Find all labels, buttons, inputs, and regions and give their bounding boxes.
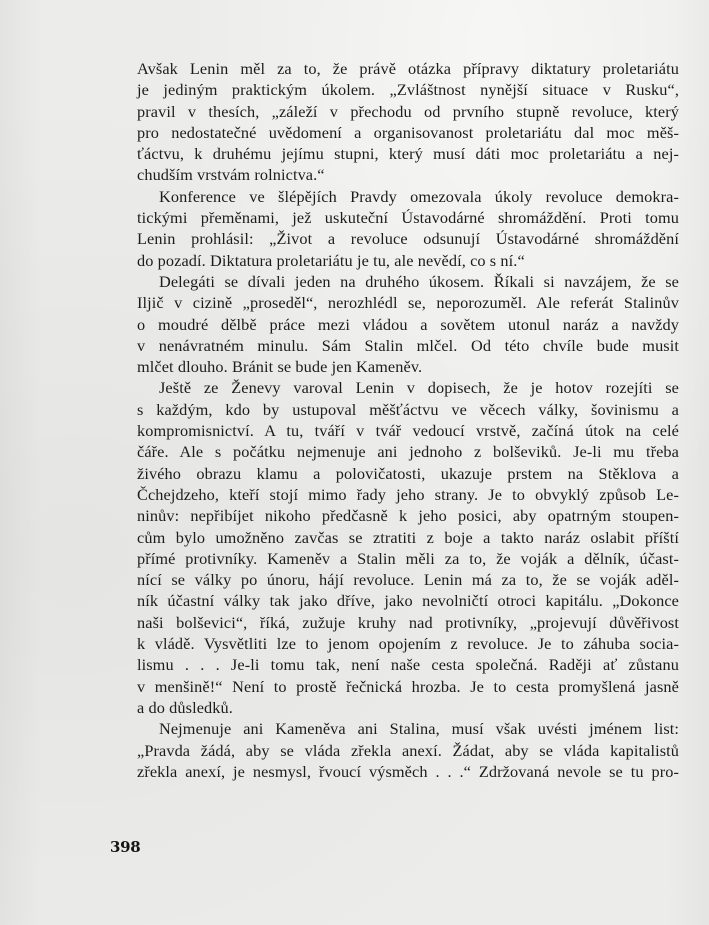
text-line: je jediným praktickým úkolem. „Zvláštnost nynější situace v Rusku“, <box>137 80 679 100</box>
text-line: s každým, kdo by ustupoval měšťáctvu ve věcech války, šovinismu a <box>137 399 679 419</box>
text-line: naši bolševici“, říká, zužuje kruhy nad protivníky, „projevují důvěřivost <box>137 612 679 632</box>
text-line: k vládě. Vysvětliti lze to jenom opojením z revoluce. Je to záhuba socia- <box>137 634 679 654</box>
text-line: kompromisnictví. A tu, tváří v tvář vedoucí vrstvě, začíná útok na celé <box>137 421 679 441</box>
text-line: ninův: nepřibíjet nikoho předčasně k jeho posici, aby opatrným stoupen- <box>137 506 679 526</box>
text-line: Avšak Lenin měl za to, že právě otázka přípravy diktatury proletariátu <box>137 59 679 78</box>
text-line: pravil v thesích, „záleží v přechodu od prvního stupně revoluce, který <box>137 101 679 121</box>
text-line: lismu . . . Je-li tomu tak, není naše cesta společná. Raději ať zůstanu <box>137 655 679 675</box>
text-line: Lenin prohlásil: „Život a revoluce odsunují Ústavodárné shromáždění <box>137 229 679 249</box>
text-line: přímé protivníky. Kameněv a Stalin měli za to, že voják a dělník, účast- <box>137 548 679 568</box>
text-line: nící se války po únoru, hájí revoluce. Lenin má za to, že se voják aděl- <box>137 570 679 590</box>
text-line: Delegáti se dívali jeden na druhého úkosem. Říkali si navzájem, že se <box>159 271 679 291</box>
text-line: do pozadí. Diktatura proletariátu je tu, ale nevědí, co s ní.“ <box>137 250 525 270</box>
text-line: zřekla anexí, je nesmysl, řvoucí výsměch . . .“ Zdržovaná nevole se tu pro- <box>137 761 679 781</box>
paragraph <box>137 718 679 782</box>
paragraph <box>137 377 679 718</box>
text-line: Čchejdzeho, kteří stojí mimo řady jeho strany. Je to obvyklý způsob Le- <box>137 484 679 504</box>
text-line: pro nedostatečné uvědomení a organisovanost proletariátu dal moc měš- <box>137 122 679 142</box>
text-line: Ještě ze Ženevy varoval Lenin v dopisech, že je hotov rozejíti se <box>159 378 679 398</box>
text-line: živého obrazu klamu a polovičatosti, ukazuje prstem na Stěklova a <box>137 463 679 483</box>
page-number: 398 <box>110 838 141 856</box>
body-text <box>137 58 679 782</box>
text-line: ťáctvu, k druhému jejímu stupni, který musí dáti moc proletariátu a nej- <box>137 144 679 164</box>
text-line: o moudré dělbě práce mezi vládou a sovětem utonul naráz a navždy <box>137 314 679 334</box>
paragraph <box>137 186 679 271</box>
text-line: mlčet dlouho. Bránit se bude jen Kameněv. <box>137 357 423 377</box>
text-line: Konference ve šlépějích Pravdy omezovala úkoly revoluce demokra- <box>159 186 679 206</box>
text-line: „Pravda žádá, aby se vláda zřekla anexí. Žádat, aby se vláda kapitalistů <box>137 740 679 760</box>
text-line: Nejmenuje ani Kameněva ani Stalina, musí však uvésti jménem list: <box>159 719 679 739</box>
text-line: cům bylo umožněno zavčas se ztratiti z boje a takto naráz oslabit příští <box>137 527 679 547</box>
text-line: v menšině!“ Není to prostě řečnická hrozba. Je to cesta promyšlená jasně <box>137 676 679 696</box>
text-line: ník účastní války tak jako dříve, jako nevolničtí otroci kapitálu. „Dokonce <box>137 591 679 611</box>
paragraph <box>137 271 679 377</box>
text-line: v nenávratném minulu. Sám Stalin mlčel. Od této chvíle bude musit <box>137 335 679 355</box>
text-line: chudším vrstvám rolnictva.“ <box>137 165 325 185</box>
text-line: Iljič v cizině „proseděl“, nerozhlédl se, neporozuměl. Ale referát Stalinův <box>137 293 679 313</box>
text-line: a do důsledků. <box>137 697 233 717</box>
text-line: tickými přeměnami, jež uskuteční Ústavodárné shromáždění. Proti tomu <box>137 208 679 228</box>
paragraph <box>137 58 679 186</box>
text-line: čáře. Ale s počátku nejmenuje ani jednoho z bolševiků. Je-li mu třeba <box>137 442 679 462</box>
